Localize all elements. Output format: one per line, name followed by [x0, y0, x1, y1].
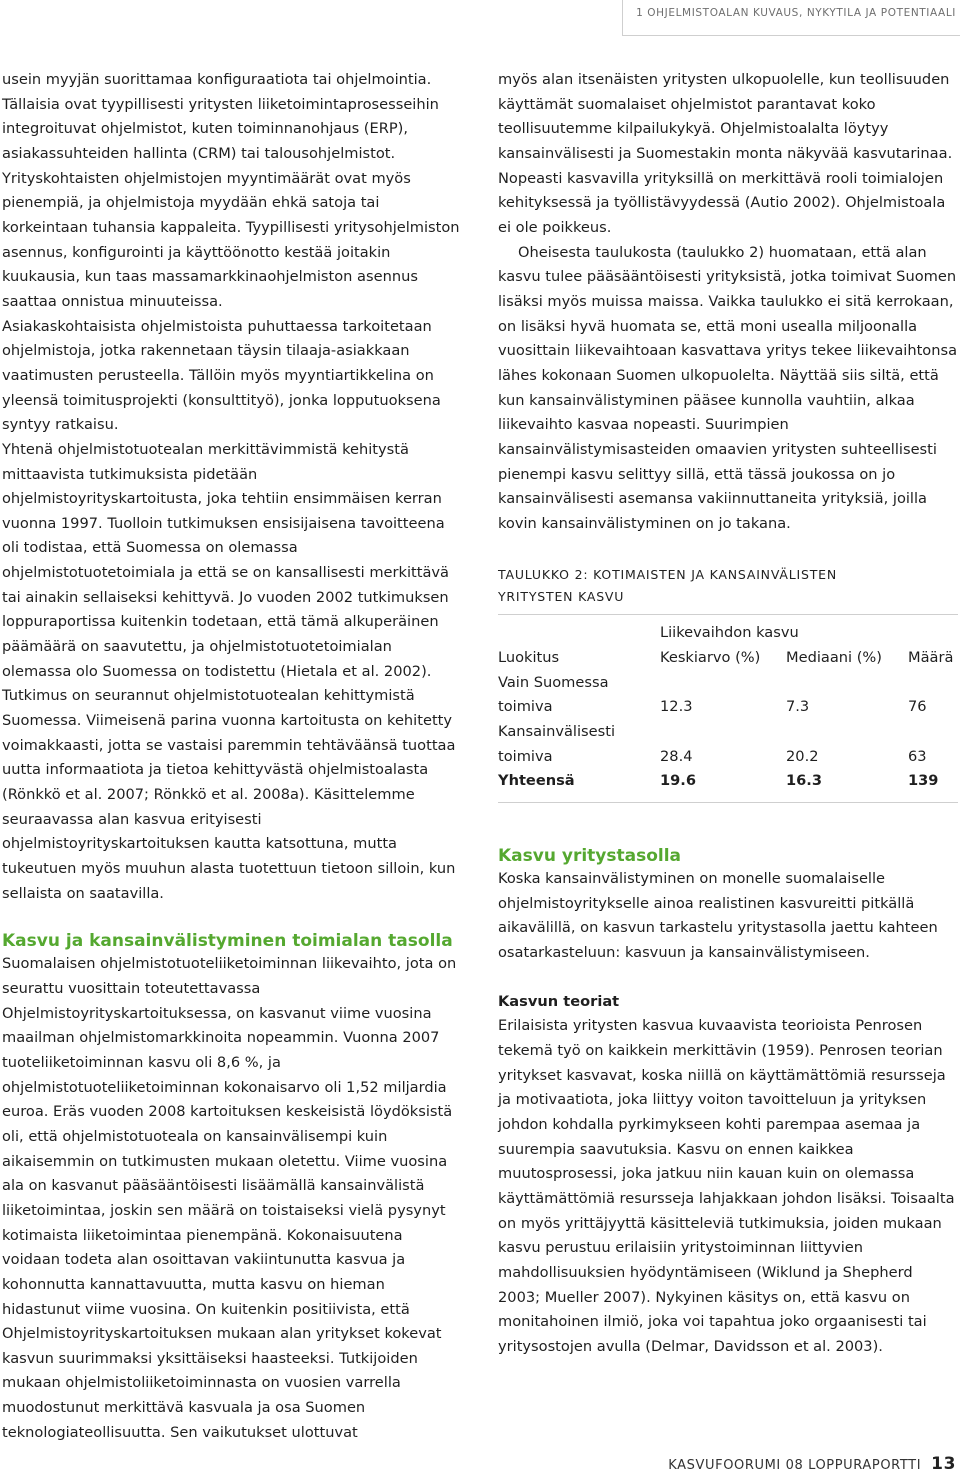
- table-cell-mean: 28.4: [660, 747, 693, 765]
- table-total-count: 139: [908, 772, 939, 790]
- table-total-row: [498, 769, 958, 794]
- table-header-cell: Keskiarvo (%): [660, 649, 761, 667]
- table-row: [498, 745, 958, 770]
- table-cell-mean: 12.3: [660, 698, 693, 716]
- running-header: [622, 0, 960, 36]
- page-footer: [668, 1454, 956, 1474]
- table-cell-label: toimiva: [498, 747, 553, 765]
- footer-report-name: KASVUFOORUMI 08 LOPPURAPORTTI: [668, 1458, 922, 1473]
- right-subsection-paragraph: Erilaisista yritysten kasvua kuvaavista teorioista Penrosen tekemä työ on kaikkein merkittävin (1959). Penrosen teorian yritykset kasvavat, koska niillä on käyttämättömiä resursseja ja motivaatiota, joka liittyy voiton tavoitteluun ja yrityksen johdon kohdalla pyrkimykseen kohti parempaa asemaa ja suurempia saavutuksia. Kasvu on ennen kaikkea muutosprosessi, joka jatkuu niin kauan kuin on olemassa käyttämättömiä resursseja lahjakkaan johdon lisäksi. Toisaalta on myös yrittäjyyttä käsitteleviä tutkimuksia, joiden mukaan kasvu perustuu erilaisiin yritystoiminnan liittyvien mahdollisuuksien hyödyntämiseen (Wiklund ja Shepherd 2003; Mueller 2007). Nykyinen käsitys on, että kasvu on monitahoinen ilmiö, joka voi tapahtua joko orgaanisesti tai yritysostojen avulla (Delmar, Davidsson et al. 2003).: [498, 1017, 955, 1355]
- table-caption-line-2: YRITYSTEN KASVU: [498, 589, 625, 605]
- table-row: [498, 720, 958, 745]
- table-cell-count: 76: [908, 698, 927, 716]
- table-row: [498, 671, 958, 696]
- table-header-cell: Mediaani (%): [786, 649, 882, 667]
- table-cell-median: 7.3: [786, 698, 810, 716]
- table-top-rule: [498, 614, 958, 615]
- running-header-title: 1 OHJELMISTOALAN KUVAUS, NYKYTILA JA POTENTIAALI: [636, 7, 956, 19]
- page-number: 13: [931, 1454, 956, 1474]
- left-paragraph-1: usein myyjän suorittamaa konfiguraatiota tai ohjelmointia. Tällaisia ovat tyypillisesti yritysten liiketoimintaprosesseihin integroituvat ohjelmistot, kuten toiminnanohjaus (ERP), asiakassuhteiden hallinta (CRM) tai talousohjelmistot. Yrityskohtaisten ohjelmistojen myyntimäärät ovat myös pienempiä, ja ohjelmistoja myydään ehkä satoja tai korkeintaan tuhansia kappaleita. Tyypillisesti yritysohjelmiston asennus, konfigurointi ja käyttöönotto kestää joitakin kuukausia, kun taas massamarkkinaohjelmiston asennus saattaa onnistua minuuteissa.: [2, 71, 460, 310]
- table-cell-count: 63: [908, 747, 927, 765]
- left-paragraph-3: Yhtenä ohjelmistotuotealan merkittävimmistä kehitystä mittaavista tutkimuksista pidetään ohjelmistoyrityskartoitusta, joka tehtiin ensimmäisen kerran vuonna 1997. Tuolloin tutkimuksen ensisijaisena tavoitteena oli todistaa, että Suomessa on olemassa ohjelmistotuotetoimiala ja että se on kansallisesti merkittävä tai ainakin sellaiseksi kehittyvä. Jo vuoden 2002 tutkimuksen loppuraportissa kuitenkin todetaan, että tämä alkuperäinen päämäärä on saavutettu, ja ohjelmistotuotetoimialan olemassa olo Suomessa on todistettu (Hietala et al. 2002). Tutkimus on seurannut ohjelmistotuotealan kehittymistä Suomessa. Viimeisenä parina vuonna kartoitusta on kehitetty voimakkaasti, jotta se vastaisi paremmin tehtäväänsä tuottaa uutta informaatiota ja tietoa kehittyvästä ohjelmistoalasta (Rönkkö et al. 2007; Rönkkö et al. 2008a). Käsittelemme seuraavassa alan kasvua erityisesti ohjelmistoyrityskartoituksen kautta katsottuna, mutta tukeutuen myös muuhun alasta tuotettuun tietoon silloin, kun sellaista on saatavilla.: [2, 440, 456, 902]
- table-cell-label: Vain Suomessa: [498, 673, 609, 691]
- table-row: [498, 695, 958, 720]
- table-cell-label: Kansainvälisesti: [498, 723, 616, 741]
- table-caption-line-1: TAULUKKO 2: KOTIMAISTEN JA KANSAINVÄLISTEN: [498, 567, 838, 583]
- table-group-header-row: [498, 621, 958, 646]
- right-paragraph-1: myös alan itsenäisten yritysten ulkopuolelle, kun teollisuuden käyttämät suomalaiset ohjelmistot parantavat koko teollisuutemme kilpailukykyä. Ohjelmistoalalta löytyy kansainvälisesti ja Suomestakin monta näkyvää kasvutarinaa. Nopeasti kasvavilla yrityksillä on merkittävä rooli toimialojen kehityksessä ja työllistävyydessä (Autio 2002). Ohjelmistoala ei ole poikkeus.: [498, 71, 953, 236]
- left-column: [2, 68, 462, 1445]
- right-column: [498, 68, 958, 1360]
- table-total-mean: 19.6: [660, 772, 697, 790]
- subheading-growth-theories: Kasvun teoriat: [498, 992, 620, 1010]
- table-total-median: 16.3: [786, 772, 823, 790]
- table-cell-label: toimiva: [498, 698, 553, 716]
- table-header-cell: Luokitus: [498, 649, 560, 667]
- right-paragraph-2: Oheisesta taulukosta (taulukko 2) huomataan, että alan kasvu tulee pääsääntöisesti yrityksistä, jotka toimivat Suomen lisäksi myös muissa maissa. Vaikka taulukko ei sitä kerrokaan, on lisäksi hyvä huomata se, että moni usealla miljoonalla vuosittain liikevaihtoaan kasvattava yritys tekee liikevaihtonsa lähes kokonaan Suomen ulkopuolelta. Näyttää siis siltä, että kun kansainvälistyminen pääsee kunnolla vauhtiin, alkaa liikevaihto kasvaa nopeasti. Suurimpien kansainvälistymisasteiden omaavien yritysten suhteellisesti pienempi kasvu selittyy sillä, että tässä joukossa on jo kansainvälisesti asemansa vakiinnuttaneita yrityksiä, joilla kovin kansainvälistyminen on jo takana.: [498, 243, 958, 532]
- table-group-header: Liikevaihdon kasvu: [660, 624, 799, 642]
- left-paragraph-2: Asiakaskohtaisista ohjelmistoista puhuttaessa tarkoitetaan ohjelmistoja, jotka rakennetaan täysin tilaaja-asiakkaan vaatimusten perusteella. Tällöin myös myyntiartikkelina on yleensä toimitusprojekti (konsulttityö), jonka lopputuoksena syntyy ratkaisu.: [2, 317, 441, 434]
- table-cell-median: 20.2: [786, 747, 819, 765]
- table-total-label: Yhteensä: [498, 772, 575, 790]
- left-section-paragraph: Suomalaisen ohjelmistotuoteliiketoiminnan liikevaihto, jota on seurattu vuosittain toteutettavassa Ohjelmistoyrityskartoituksessa, on kasvanut viime vuosina maailman ohjelmistomarkkinoita nopeammin. Vuonna 2007 tuoteliiketoiminnan kasvu oli 8,6 %, ja ohjelmistotuoteliiketoiminnan kokonaisarvo oli 1,52 miljardia euroa. Eräs vuoden 2008 kartoituksen keskeisistä löydöksistä oli, että ohjelmistotuoteala on kansainvälisempi kuin aikaisemmin on tutkimusten mukaan oletettu. Viime vuosina ala on kasvanut pääsääntöisesti lisäämällä kansainvälistä liiketoimintaa, joskin sen määrä on toistaiseksi vielä pysynyt kotimaista liiketoimintaa pienempänä. Kokonaisuutena voidaan todeta alan osoittavan vakiintunutta kasvua ja kohonnutta kannattavuutta, mutta kasvu on hieman hidastunut viime vuosina. On kuitenkin positiivista, että Ohjelmistoyrityskartoituksen mukaan alan yritykset kokevat kasvun suurimmaksi yksittäiseksi haasteeksi. Tutkijoiden mukaan ohjelmistoliiketoiminnasta on vuosien varrella muodostunut merkittävä kasvuala ja osa Suomen teknologiateollisuutta. Sen vaikutukset ulottuvat: [2, 955, 457, 1441]
- right-section-paragraph: Koska kansainvälistyminen on monelle suomalaiselle ohjelmistoyritykselle ainoa realistinen kasvureitti pitkällä aikavälillä, on kasvun tarkastelu yritystasolla jaettu kahteen osatarkasteluun: kasvuun ja kansainvälistymiseen.: [498, 870, 938, 962]
- section-heading-industry-growth: Kasvu ja kansainvälistyminen toimialan tasolla: [2, 931, 453, 952]
- section-heading-company-growth: Kasvu yritystasolla: [498, 846, 682, 867]
- table-header-row: [498, 646, 958, 671]
- growth-table: [498, 621, 958, 794]
- table-header-cell: Määrä: [908, 649, 954, 667]
